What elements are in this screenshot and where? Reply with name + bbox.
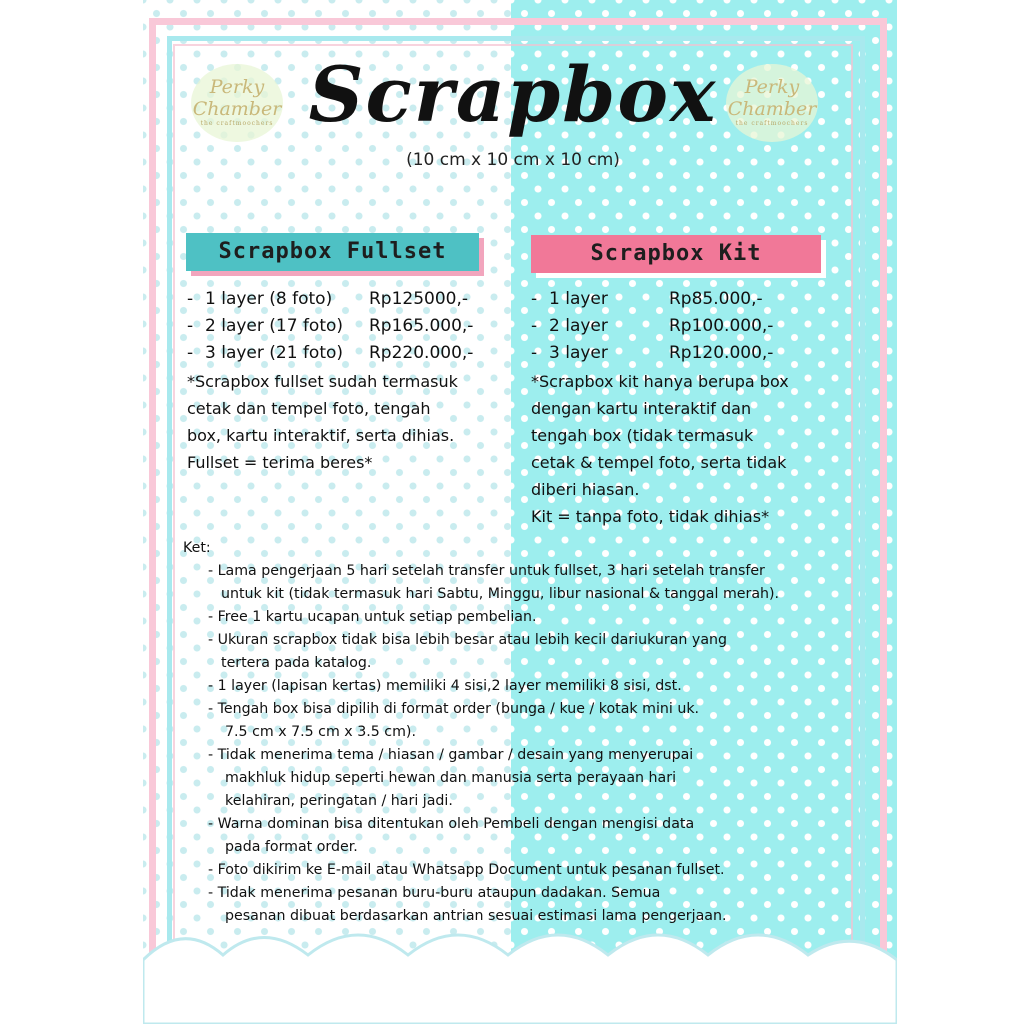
- fullset-price-list: [187, 286, 473, 367]
- logo-tagline: the craftmoochers: [200, 120, 274, 127]
- page-title: Scrapbox: [308, 50, 718, 139]
- layer-label: 2 layer (17 foto): [205, 316, 344, 336]
- terms-line: - Ukuran scrapbox tidak bisa lebih besar atau lebih kecil dariukuran yang: [208, 632, 728, 648]
- price-value: Rp125000,-: [369, 289, 469, 309]
- description-line: cetak dan tempel foto, tengah: [187, 399, 431, 418]
- terms-line: - Free 1 kartu ucapan untuk setiap pembelian.: [208, 609, 537, 625]
- description-line: tengah box (tidak termasuk: [531, 426, 754, 445]
- kit-heading-badge: Scrapbox Kit: [531, 235, 821, 273]
- box-dimensions: (10 cm x 10 cm x 10 cm): [406, 150, 620, 170]
- layer-label: 1 layer (8 foto): [205, 289, 333, 309]
- description-line: Kit = tanpa foto, tidak dihias*: [531, 507, 770, 526]
- fullset-heading-badge: Scrapbox Fullset: [186, 233, 479, 271]
- price-value: Rp165.000,-: [369, 316, 474, 336]
- terms-line: kelahiran, peringatan / hari jadi.: [225, 793, 453, 809]
- terms-line: pada format order.: [225, 839, 358, 855]
- terms-notes: [183, 537, 833, 928]
- terms-line: untuk kit (tidak termasuk hari Sabtu, Minggu, libur nasional & tanggal merah).: [221, 586, 780, 602]
- bullet-dash: -: [187, 289, 194, 309]
- terms-line: - Tidak menerima tema / hiasan / gambar / desain yang menyerupai: [208, 747, 694, 763]
- logo-line-2: Chamber: [192, 98, 282, 120]
- price-value: Rp220.000,-: [369, 343, 474, 363]
- price-row: [187, 313, 473, 340]
- layer-label: 3 layer (21 foto): [205, 343, 344, 363]
- logo-line-1: Perky: [744, 76, 800, 98]
- terms-line: - Tengah box bisa dipilih di format order (bunga / kue / kotak mini uk.: [208, 701, 700, 717]
- terms-line: makhluk hidup seperti hewan dan manusia serta perayaan hari: [225, 770, 677, 786]
- terms-label: Ket:: [183, 540, 211, 556]
- description-line: box, kartu interaktif, serta dihias.: [187, 426, 455, 445]
- catalog-poster: [143, 0, 897, 1024]
- price-value: Rp120.000,-: [669, 343, 774, 363]
- price-row: [531, 313, 773, 340]
- price-row: [531, 286, 773, 313]
- cloud-border: [143, 900, 897, 1024]
- bullet-dash: -: [187, 343, 194, 363]
- fullset-description: [187, 368, 458, 476]
- price-row: [531, 340, 773, 367]
- logo-tagline: the craftmoochers: [735, 120, 809, 127]
- terms-line: 7.5 cm x 7.5 cm x 3.5 cm).: [225, 724, 416, 740]
- description-line: cetak & tempel foto, serta tidak: [531, 453, 787, 472]
- description-line: *Scrapbox kit hanya berupa box: [531, 372, 789, 391]
- price-row: [187, 286, 473, 313]
- terms-line: - Warna dominan bisa ditentukan oleh Pembeli dengan mengisi data: [208, 816, 695, 832]
- description-line: Fullset = terima beres*: [187, 453, 373, 472]
- terms-line: tertera pada katalog.: [221, 655, 372, 671]
- terms-line: - Tidak menerima pesanan buru-buru ataupun dadakan. Semua: [208, 885, 661, 901]
- terms-line: - Lama pengerjaan 5 hari setelah transfer untuk fullset, 3 hari setelah transfer: [208, 563, 765, 579]
- bullet-dash: -: [187, 316, 194, 336]
- price-value: Rp85.000,-: [669, 289, 763, 309]
- terms-line: pesanan dibuat berdasarkan antrian sesuai estimasi lama pengerjaan.: [225, 908, 727, 924]
- logo-line-2: Chamber: [727, 98, 817, 120]
- bullet-dash: -: [531, 289, 538, 309]
- description-line: dengan kartu interaktif dan: [531, 399, 752, 418]
- kit-price-list: [531, 286, 773, 367]
- bullet-dash: -: [531, 316, 538, 336]
- description-line: *Scrapbox fullset sudah termasuk: [187, 372, 458, 391]
- price-row: [187, 340, 473, 367]
- price-value: Rp100.000,-: [669, 316, 774, 336]
- layer-label: 2 layer: [549, 316, 608, 336]
- terms-line: - 1 layer (lapisan kertas) memiliki 4 sisi,2 layer memiliki 8 sisi, dst.: [208, 678, 682, 694]
- description-line: diberi hiasan.: [531, 480, 640, 499]
- layer-label: 1 layer: [549, 289, 608, 309]
- terms-line: - Foto dikirim ke E-mail atau Whatsapp Document untuk pesanan fullset.: [208, 862, 725, 878]
- layer-label: 3 layer: [549, 343, 608, 363]
- bullet-dash: -: [531, 343, 538, 363]
- kit-description: [531, 368, 789, 530]
- logo-line-1: Perky: [209, 76, 265, 98]
